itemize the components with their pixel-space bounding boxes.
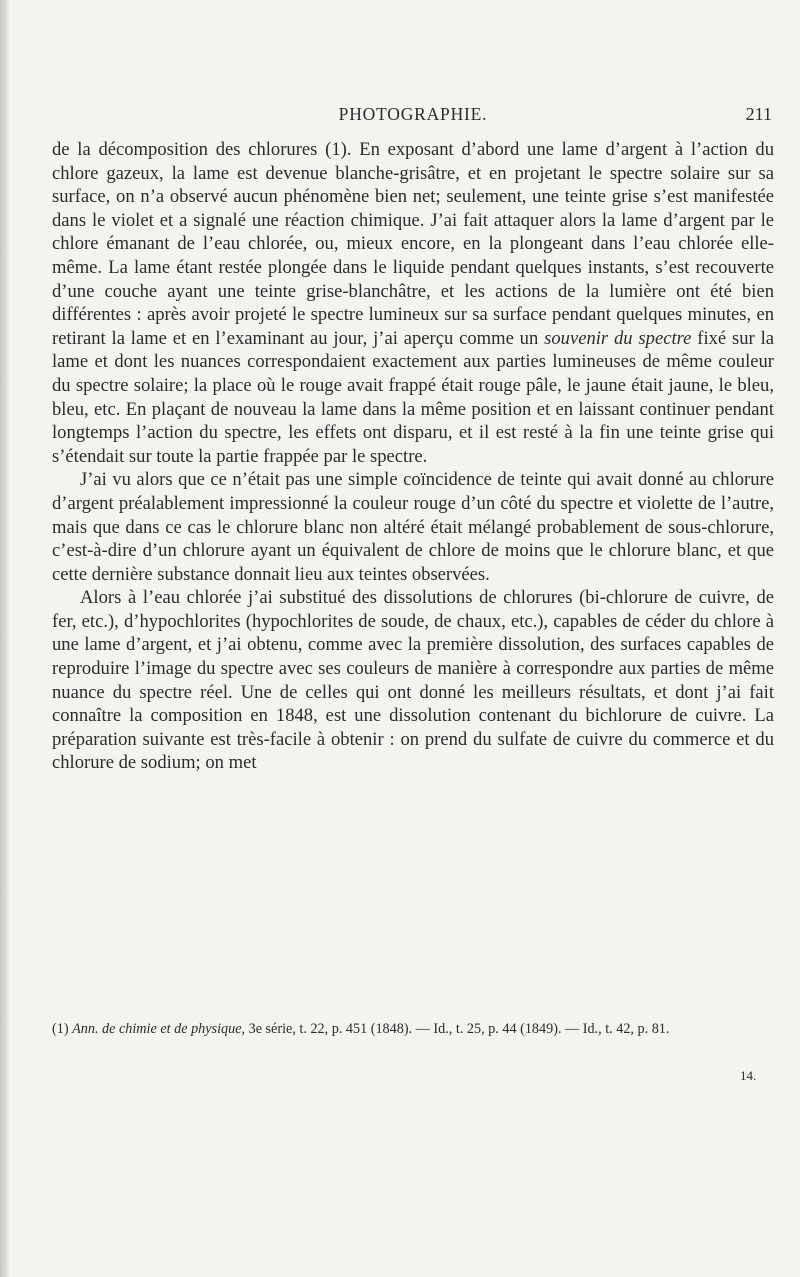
running-title: PHOTOGRAPHIE. bbox=[338, 104, 488, 124]
page-header bbox=[52, 104, 774, 132]
footnote-marker: (1) bbox=[52, 1021, 69, 1037]
paragraph: J’ai vu alors que ce n’était pas une simple coïncidence de teinte qui avait donné au chlorure d’argent préalablement impressionné la couleur rouge d’un côté du spectre et violette de l’autre, mais que dans ce cas le chlorure blanc non altéré était mélangé probablement de sous-chlorure, c’est-à-dire d’un chlorure ayant un équivalent de chlore de moins que le chlorure blanc, et que cette dernière substance donnait lieu aux teintes observées. bbox=[52, 469, 774, 585]
body-text bbox=[52, 138, 774, 775]
footnote bbox=[52, 1020, 774, 1039]
footnote-journal: Ann. de chimie et de physique, bbox=[72, 1021, 246, 1037]
footnotes bbox=[52, 1020, 774, 1039]
signature-mark: 14. bbox=[740, 1068, 757, 1083]
page-number: 211 bbox=[745, 104, 772, 124]
paragraph: de la décomposition des chlorures (1). En exposant d’abord une lame d’argent à l’action du chlore gazeux, la lame est devenue blanche-grisâtre, et en projetant le spectre solaire sur sa surface, on n’a observé aucun phénomène bien net; seulement, une teinte grise s’est manifestée dans le violet et a signalé une réaction chimique. J’ai fait attaquer alors la lame d’argent par le chlore émanant de l’eau chlorée, ou, mieux encore, en la plongeant dans l’eau chlorée elle-même. La lame étant restée plongée dans le liquide pendant quelques instants, s’est recouverte d’une couche ayant une teinte grise-blanchâtre, et les actions de la lumière ont été bien différentes : après avoir projeté le spectre lumineux sur sa surface pendant quelques minutes, en retirant la lame et en l’examinant au jour, j’ai aperçu comme un souvenir du spectre fixé sur la lame et dont les nuances correspondaient exactement aux parties lumineuses de même couleur du spectre solaire; la place où le rouge avait frappé était rouge pâle, le jaune était jaune, le bleu, bleu, etc. En plaçant de nouveau la lame dans la même position et en laissant continuer pendant longtemps l’action du spectre, les effets ont disparu, et il est resté à la fin une teinte grise qui s’étendait sur toute la partie frappée par le spectre. bbox=[52, 139, 774, 467]
page-edge-shadow bbox=[0, 0, 10, 1277]
paragraph: Alors à l’eau chlorée j’ai substitué des dissolutions de chlorures (bi-chlorure de cuivre, de fer, etc.), d’hypochlorites (hypochlorites de soude, de chaux, etc.), capables de céder du chlore à une lame d’argent, et j’ai obtenu, comme avec la première dissolution, des surfaces capables de reproduire l’image du spectre avec ses couleurs de manière à correspondre aux parties de même nuance du spectre réel. Une de celles qui ont donné les meilleurs résultats, et dont j’ai fait connaître la composition en 1848, est une dissolution contenant du bichlorure de cuivre. La préparation suivante est très-facile à obtenir : on prend du sulfate de cuivre du commerce et du chlorure de sodium; on met bbox=[52, 587, 774, 774]
footnote-text: 3e série, t. 22, p. 451 (1848). — Id., t. 25, p. 44 (1849). — Id., t. 42, p. 81. bbox=[248, 1021, 670, 1037]
